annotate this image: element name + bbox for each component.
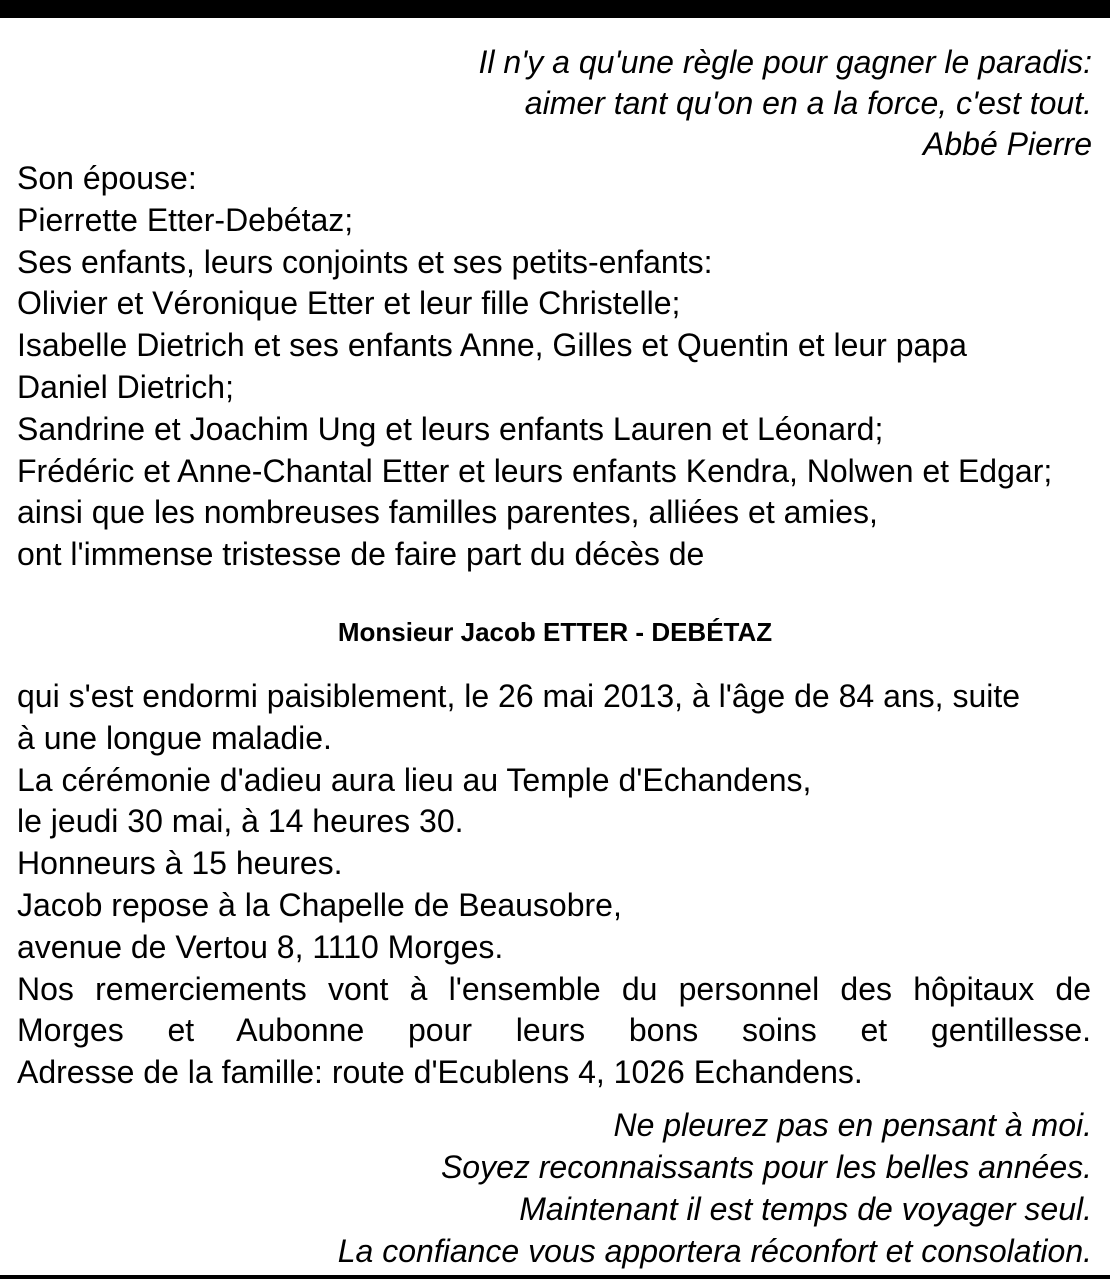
epigraph-line: aimer tant qu'on en a la force, c'est tout.: [524, 85, 1092, 121]
closing-line: Maintenant il est temps de voyager seul.: [519, 1191, 1092, 1227]
details-line: Adresse de la famille: route d'Ecublens 4, 1026 Echandens.: [17, 1054, 863, 1091]
details-line: qui s'est endormi paisiblement, le 26 mai 2013, à l'âge de 84 ans, suite: [17, 678, 1021, 714]
details-line: le jeudi 30 mai, à 14 heures 30.: [17, 803, 464, 840]
closing-poem: [92, 1104, 1092, 1272]
bottom-border-rule: [0, 1275, 1110, 1279]
family-line: Isabelle Dietrich et ses enfants Anne, Gilles et Quentin et leur papa: [17, 327, 967, 364]
deceased-name-heading: Monsieur Jacob ETTER - DEBÉTAZ: [337, 617, 773, 647]
family-line: ainsi que les nombreuses familles parentes, alliées et amies,: [17, 494, 878, 531]
epigraph-author: Abbé Pierre: [923, 126, 1092, 162]
family-line: Son épouse:: [17, 160, 197, 196]
details-line: Honneurs à 15 heures.: [17, 845, 343, 882]
family-line: ont l'immense tristesse de faire part du décès de: [17, 536, 705, 573]
details-line: Nos remerciements vont à l'ensemble du personnel des hôpitaux de: [17, 970, 1091, 1007]
epigraph-quote: [192, 42, 1092, 165]
closing-line: La confiance vous apportera réconfort et consolation.: [337, 1233, 1092, 1269]
details-line: avenue de Vertou 8, 1110 Morges.: [17, 928, 504, 965]
details-line: La cérémonie d'adieu aura lieu au Temple d'Echandens,: [17, 761, 812, 798]
family-line: Ses enfants, leurs conjoints et ses petits-enfants:: [17, 243, 713, 280]
family-line: Daniel Dietrich;: [17, 368, 234, 405]
funeral-details: [17, 676, 1091, 1094]
family-line: Pierrette Etter-Debétaz;: [17, 201, 354, 238]
family-announcement: [17, 158, 1097, 576]
family-line: Frédéric et Anne-Chantal Etter et leurs enfants Kendra, Nolwen et Edgar;: [17, 452, 1053, 489]
family-line: Olivier et Véronique Etter et leur fille Christelle;: [17, 285, 681, 322]
details-line: Morges et Aubonne pour leurs bons soins et gentillesse.: [17, 1012, 1091, 1049]
closing-line: Soyez reconnaissants pour les belles années.: [440, 1149, 1092, 1185]
details-line: Jacob repose à la Chapelle de Beausobre,: [17, 886, 622, 923]
closing-line: Ne pleurez pas en pensant à moi.: [613, 1107, 1092, 1143]
family-line: Sandrine et Joachim Ung et leurs enfants Lauren et Léonard;: [17, 410, 884, 447]
details-line: à une longue maladie.: [17, 719, 332, 756]
epigraph-line: Il n'y a qu'une règle pour gagner le paradis:: [478, 44, 1092, 80]
top-border-bar: [0, 0, 1110, 18]
